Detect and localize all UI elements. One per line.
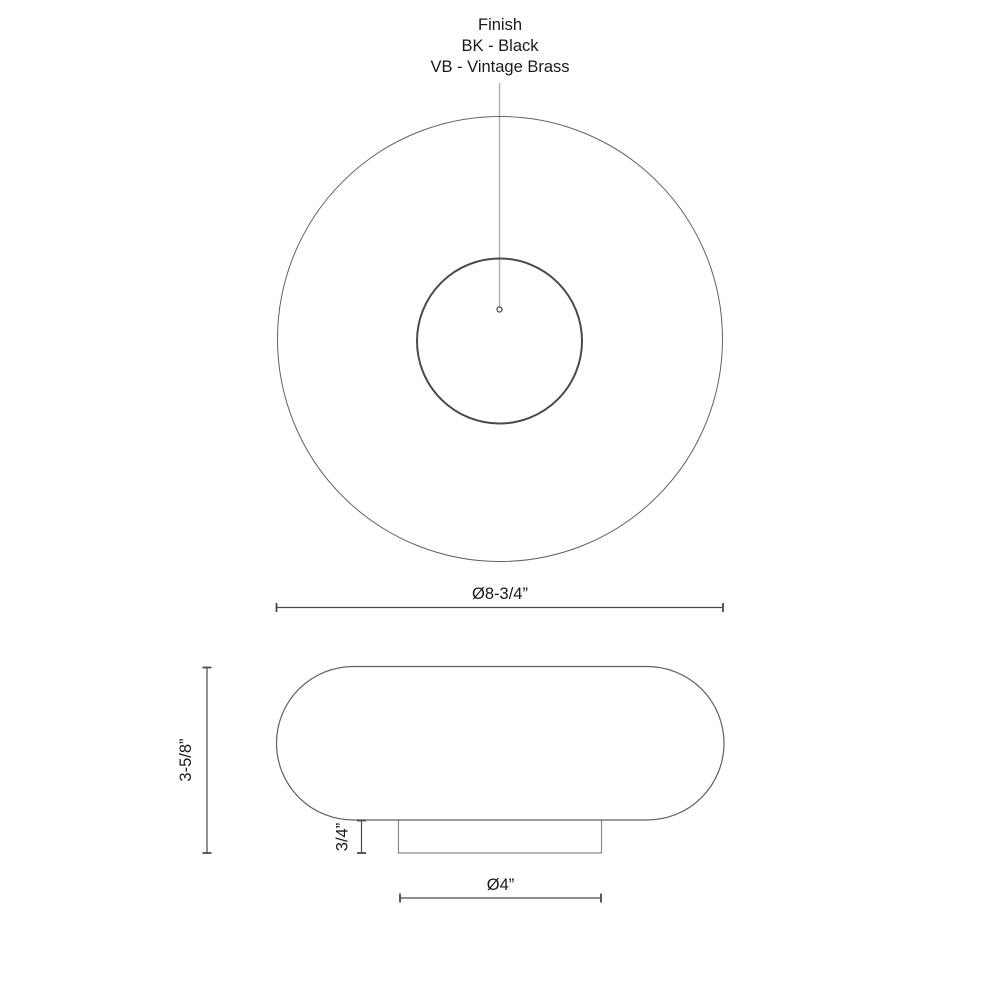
base-height-label: 3/4” xyxy=(333,822,352,852)
top-diameter-dimension xyxy=(277,585,724,612)
overall-height-label: 3-5/8” xyxy=(177,738,195,782)
top-diameter-label: Ø8-3/4” xyxy=(472,585,528,603)
base-diameter-label: Ø4” xyxy=(486,876,515,894)
finish-note xyxy=(430,16,569,76)
leader-endpoint-marker xyxy=(497,307,502,312)
overall-height-dimension xyxy=(177,668,212,854)
mounting-base-outline xyxy=(399,821,602,854)
shade-profile-outline xyxy=(277,667,725,821)
base-height-dimension xyxy=(334,821,367,854)
base-diameter-dimension xyxy=(400,876,601,903)
finish-note-title: Finish xyxy=(477,16,523,34)
finish-option-vintage-brass: VB - Vintage Brass xyxy=(430,58,570,76)
finish-option-black: BK - Black xyxy=(461,37,539,55)
